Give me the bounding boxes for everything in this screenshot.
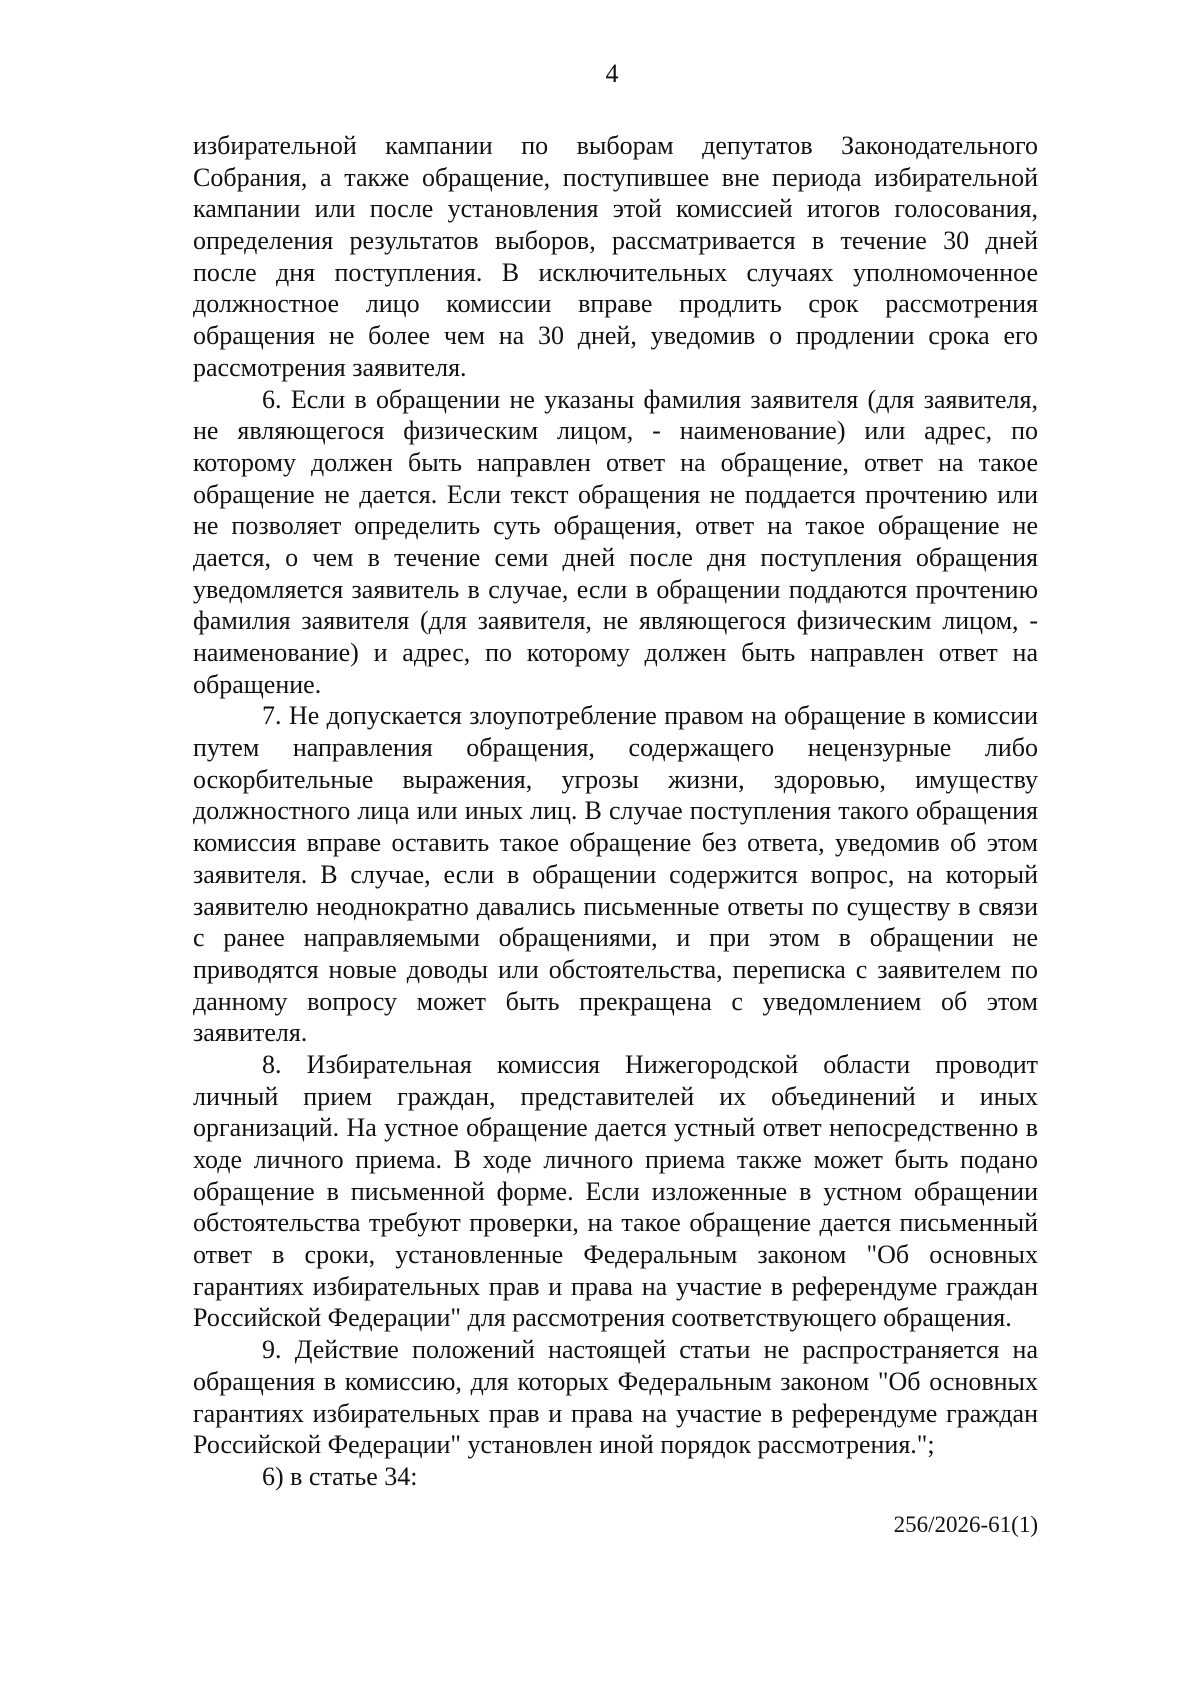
paragraph <box>193 384 1038 701</box>
text-line: гарантиях избирательных прав и права на участие в референдуме граждан <box>193 1398 1038 1428</box>
paragraph <box>193 1461 1038 1493</box>
text-line: кампании или после установления этой комиссией итогов голосования, <box>193 194 1038 224</box>
text-line: комиссия вправе оставить такое обращение без ответа, уведомив об этом <box>193 828 1038 858</box>
text-line: избирательной кампании по выборам депутатов Законодательного <box>193 131 1038 160</box>
paragraph <box>193 700 1038 1049</box>
text-line: обращения не более чем на 30 дней, уведомив о продлении срока его <box>193 321 1038 351</box>
text-line: дается, о чем в течение семи дней после дня поступления обращения <box>193 542 1038 572</box>
page-number: 4 <box>605 59 619 88</box>
paragraph <box>193 1049 1038 1334</box>
text-line: обращение не дается. Если текст обращения не поддается прочтению или <box>193 479 1038 509</box>
text-line: после дня поступления. В исключительных случаях уполномоченное <box>193 257 1038 287</box>
text-line: обращение. <box>193 669 322 699</box>
document-code: 256/2026-61(1) <box>893 1512 1038 1537</box>
text-line: рассмотрения заявителя. <box>193 352 467 382</box>
text-line: заявителю неоднократно давались письменные ответы по существу в связи <box>193 891 1038 921</box>
text-line: не являющегося физическим лицом, - наименование) или адрес, по <box>193 416 1038 446</box>
text-line: 6) в статье 34: <box>262 1461 418 1491</box>
text-line: 6. Если в обращении не указаны фамилия заявителя (для заявителя, <box>262 384 1038 414</box>
text-line: данному вопросу может быть прекращена с уведомлением об этом <box>193 986 1038 1016</box>
text-line: заявителя. <box>193 1018 308 1048</box>
text-line: обстоятельства требуют проверки, на такое обращение дается письменный <box>193 1208 1038 1238</box>
text-line: обращения в комиссию, для которых Федеральным законом "Об основных <box>193 1366 1038 1396</box>
text-line: которому должен быть направлен ответ на обращение, ответ на такое <box>193 447 1038 477</box>
text-line: Российской Федерации" установлен иной порядок рассмотрения."; <box>193 1430 935 1460</box>
text-line: уведомляется заявитель в случае, если в обращении поддаются прочтению <box>193 574 1038 604</box>
text-line: 7. Не допускается злоупотребление правом на обращение в комиссии <box>262 701 1038 731</box>
text-line: путем направления обращения, содержащего нецензурные либо <box>193 733 1038 763</box>
paragraph <box>193 130 1038 384</box>
text-line: 9. Действие положений настоящей статьи не распространяется на <box>262 1335 1038 1365</box>
text-line: определения результатов выборов, рассматривается в течение 30 дней <box>193 226 1038 256</box>
text-line: 8. Избирательная комиссия Нижегородской области проводит <box>262 1049 1038 1079</box>
text-line: ответ в сроки, установленные Федеральным законом "Об основных <box>193 1240 1038 1270</box>
text-line: обращение в письменной форме. Если изложенные в устном обращении <box>193 1176 1038 1206</box>
text-line: не позволяет определить суть обращения, ответ на такое обращение не <box>193 511 1038 541</box>
text-line: оскорбительные выражения, угрозы жизни, здоровью, имуществу <box>193 764 1038 794</box>
text-line: наименование) и адрес, по которому должен быть направлен ответ на <box>193 638 1038 667</box>
text-line: заявителя. В случае, если в обращении содержится вопрос, на который <box>193 859 1038 889</box>
paragraph <box>193 1334 1038 1461</box>
text-line: фамилия заявителя (для заявителя, не являющегося физическим лицом, - <box>193 606 1038 636</box>
document-body <box>193 130 1038 1493</box>
text-line: должностное лицо комиссии вправе продлить срок рассмотрения <box>193 289 1038 319</box>
text-line: Российской Федерации" для рассмотрения соответствующего обращения. <box>193 1303 1012 1333</box>
text-line: организаций. На устное обращение дается устный ответ непосредственно в <box>193 1113 1038 1143</box>
text-line: гарантиях избирательных прав и права на участие в референдуме граждан <box>193 1271 1038 1301</box>
text-line: ходе личного приема. В ходе личного приема также может быть подано <box>193 1145 1038 1174</box>
text-line: Собрания, а также обращение, поступившее вне периода избирательной <box>193 162 1038 192</box>
text-line: приводятся новые доводы или обстоятельства, переписка с заявителем по <box>193 954 1038 984</box>
text-line: личный прием граждан, представителей их объединений и иных <box>193 1081 1038 1111</box>
text-line: с ранее направляемыми обращениями, и при этом в обращении не <box>193 923 1038 953</box>
text-line: должностного лица или иных лиц. В случае поступления такого обращения <box>193 796 1038 826</box>
